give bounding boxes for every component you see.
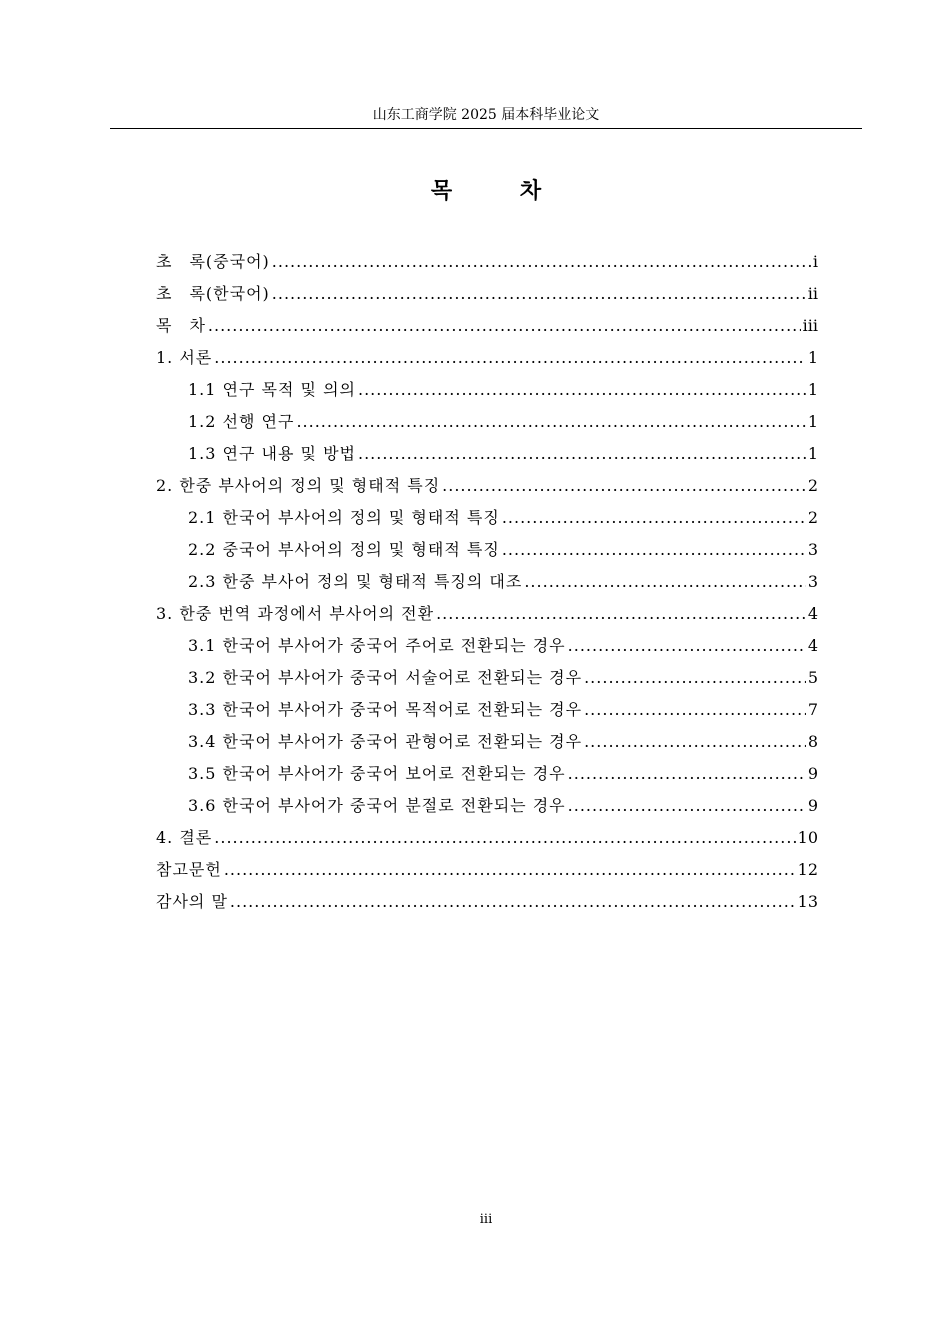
toc-entry-section-3-4[interactable] — [156, 726, 818, 758]
toc-dot-leader — [358, 374, 806, 406]
running-header: 山东工商学院 2025 届本科毕业论文 — [372, 107, 600, 123]
toc-entry-section-3-2[interactable] — [156, 662, 818, 694]
toc-dot-leader — [272, 246, 811, 278]
toc-entry-chapter-2[interactable] — [156, 470, 818, 502]
toc-entry-page: 4 — [807, 604, 818, 623]
toc-dot-leader — [214, 342, 806, 374]
toc-entry-label: 1.2 선행 연구 — [188, 412, 295, 431]
toc-dot-leader — [502, 502, 806, 534]
toc-entry-section-3-1[interactable] — [156, 630, 818, 662]
toc-entry-page: 4 — [807, 636, 818, 655]
toc-dot-leader — [584, 694, 806, 726]
header-divider — [110, 128, 862, 129]
toc-entry-label: 1.3 연구 내용 및 방법 — [188, 444, 356, 463]
table-of-contents — [156, 246, 818, 918]
toc-entry-chapter-3[interactable] — [156, 598, 818, 630]
page-number: iii — [479, 1212, 493, 1227]
toc-entry-label: 초 록(중국어) — [156, 252, 270, 271]
toc-entry-label: 감사의 말 — [156, 892, 228, 911]
toc-entry-page: 12 — [797, 860, 818, 879]
toc-entry-page: 9 — [807, 796, 818, 815]
toc-entry-page: 8 — [807, 732, 818, 751]
toc-entry-page: 7 — [807, 700, 818, 719]
toc-entry-page: i — [812, 252, 818, 271]
toc-entry-page: iii — [802, 316, 818, 335]
toc-entry-page: 2 — [807, 476, 818, 495]
toc-entry-page: ii — [807, 284, 818, 303]
toc-entry-section-3-3[interactable] — [156, 694, 818, 726]
toc-entry-page: 5 — [807, 668, 818, 687]
toc-entry-label: 3.6 한국어 부사어가 중국어 분절로 전환되는 경우 — [188, 796, 566, 815]
toc-entry-page: 1 — [807, 412, 818, 431]
toc-entry-page: 13 — [797, 892, 818, 911]
toc-entry-page: 9 — [807, 764, 818, 783]
toc-entry-label: 2.1 한국어 부사어의 정의 및 형태적 특징 — [188, 508, 500, 527]
toc-entry-label: 2.3 한중 부사어 정의 및 형태적 특징의 대조 — [188, 572, 523, 591]
toc-entry-page: 3 — [807, 540, 818, 559]
page-title: 목 차 — [430, 178, 572, 204]
toc-entry-page: 1 — [807, 444, 818, 463]
toc-dot-leader — [358, 438, 806, 470]
toc-entry-label: 3. 한중 번역 과정에서 부사어의 전환 — [156, 604, 435, 623]
toc-dot-leader — [568, 758, 806, 790]
toc-entry-section-2-1[interactable] — [156, 502, 818, 534]
toc-dot-leader — [442, 470, 806, 502]
toc-dot-leader — [568, 630, 806, 662]
toc-dot-leader — [584, 726, 806, 758]
toc-dot-leader — [208, 310, 801, 342]
toc-dot-leader — [436, 598, 806, 630]
toc-dot-leader — [230, 886, 796, 918]
toc-entry-label: 3.5 한국어 부사어가 중국어 보어로 전환되는 경우 — [188, 764, 566, 783]
toc-entry-label: 3.4 한국어 부사어가 중국어 관형어로 전환되는 경우 — [188, 732, 583, 751]
toc-entry-label: 1.1 연구 목적 및 의의 — [188, 380, 356, 399]
toc-dot-leader — [272, 278, 806, 310]
toc-entry-label: 2. 한중 부사어의 정의 및 형태적 특징 — [156, 476, 441, 495]
toc-entry-section-3-5[interactable] — [156, 758, 818, 790]
toc-dot-leader — [524, 566, 805, 598]
toc-entry-label: 1. 서론 — [156, 348, 213, 367]
toc-dot-leader — [584, 662, 806, 694]
toc-entry-section-3-6[interactable] — [156, 790, 818, 822]
toc-dot-leader — [214, 822, 795, 854]
toc-entry-section-1-1[interactable] — [156, 374, 818, 406]
toc-entry-page: 2 — [807, 508, 818, 527]
toc-entry-references[interactable] — [156, 854, 818, 886]
toc-entry-page: 10 — [797, 828, 818, 847]
toc-entry-abstract-chinese[interactable] — [156, 246, 818, 278]
toc-dot-leader — [296, 406, 805, 438]
toc-entry-label: 참고문헌 — [156, 860, 222, 879]
toc-entry-page: 1 — [807, 348, 818, 367]
toc-entry-section-2-3[interactable] — [156, 566, 818, 598]
toc-entry-acknowledgements[interactable] — [156, 886, 818, 918]
toc-entry-chapter-4[interactable] — [156, 822, 818, 854]
toc-entry-label: 3.3 한국어 부사어가 중국어 목적어로 전환되는 경우 — [188, 700, 583, 719]
toc-entry-section-2-2[interactable] — [156, 534, 818, 566]
toc-entry-label: 목 차 — [156, 316, 206, 335]
toc-dot-leader — [502, 534, 806, 566]
toc-entry-section-1-3[interactable] — [156, 438, 818, 470]
toc-dot-leader — [568, 790, 806, 822]
toc-entry-label: 2.2 중국어 부사어의 정의 및 형태적 특징 — [188, 540, 500, 559]
toc-entry-abstract-korean[interactable] — [156, 278, 818, 310]
toc-entry-page: 1 — [807, 380, 818, 399]
toc-entry-label: 3.2 한국어 부사어가 중국어 서술어로 전환되는 경우 — [188, 668, 583, 687]
toc-entry-chapter-1[interactable] — [156, 342, 818, 374]
toc-entry-label: 초 록(한국어) — [156, 284, 270, 303]
toc-dot-leader — [224, 854, 796, 886]
toc-entry-label: 4. 결론 — [156, 828, 213, 847]
toc-entry-page: 3 — [807, 572, 818, 591]
toc-entry-contents[interactable] — [156, 310, 818, 342]
toc-entry-label: 3.1 한국어 부사어가 중국어 주어로 전환되는 경우 — [188, 636, 566, 655]
toc-entry-section-1-2[interactable] — [156, 406, 818, 438]
